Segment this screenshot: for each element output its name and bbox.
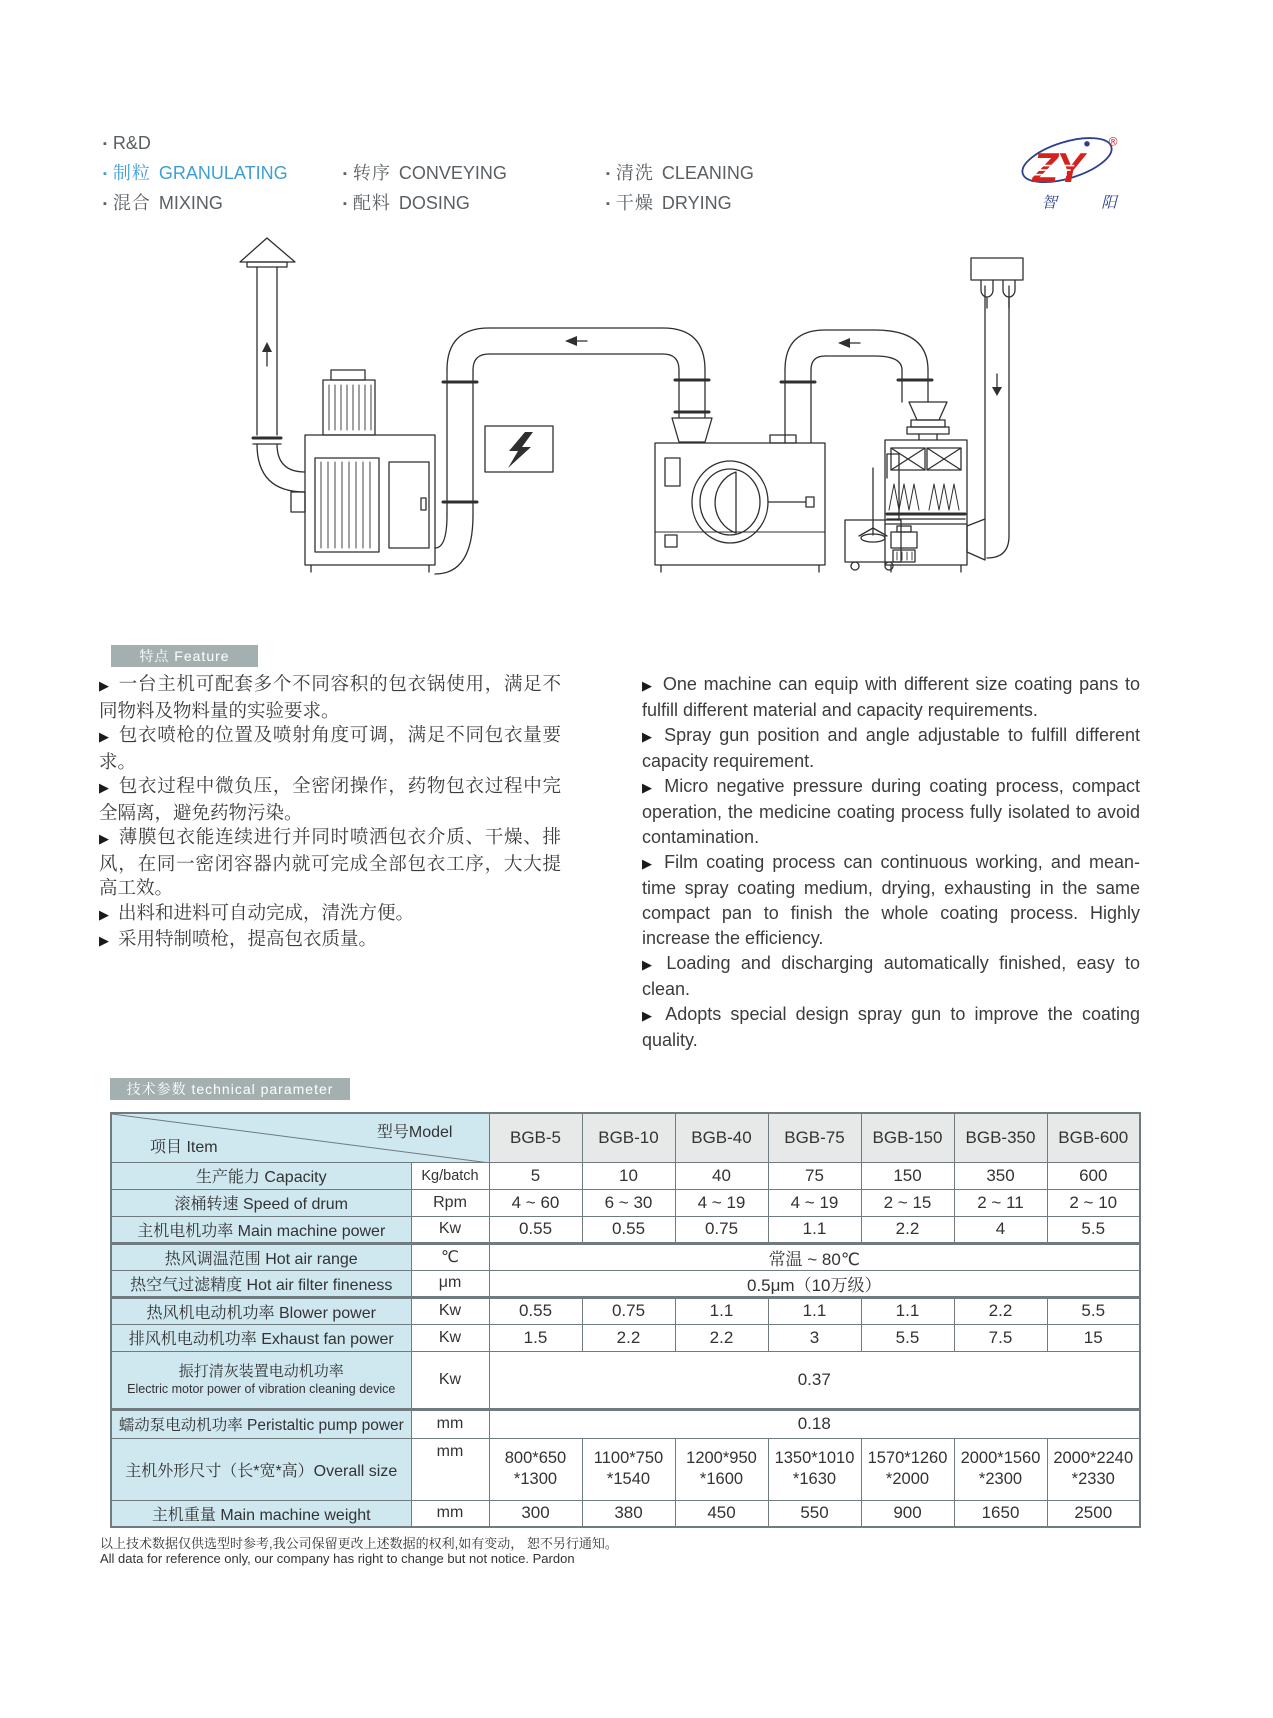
- cell-value: 2 ~ 10: [1047, 1189, 1140, 1216]
- triangle-bullet-icon: ▶: [642, 780, 656, 795]
- brand-logo: [1018, 122, 1136, 214]
- triangle-bullet-icon: ▶: [99, 831, 110, 846]
- cell-value: 2.2: [861, 1216, 954, 1243]
- row-unit: mm: [411, 1409, 489, 1438]
- menu-column-1: [103, 128, 288, 218]
- cell-value: 15: [1047, 1324, 1140, 1351]
- feature-text: 薄膜包衣能连续进行并同时喷洒包衣介质、干燥、排风，在同一密闭容器内就可完成全部包衣工序，大大提高工效。: [99, 826, 561, 898]
- cell-value: 10: [582, 1162, 675, 1189]
- model-header: BGB-5: [489, 1113, 582, 1162]
- cell-value: 1.1: [768, 1216, 861, 1243]
- cell-value: 7.5: [954, 1324, 1047, 1351]
- cell-value: 0.55: [582, 1216, 675, 1243]
- feature-list-english: [642, 672, 1140, 1053]
- row-unit: mm: [411, 1500, 489, 1527]
- model-header: BGB-75: [768, 1113, 861, 1162]
- menu-item-rd: [103, 128, 288, 158]
- triangle-bullet-icon: ▶: [642, 957, 658, 972]
- row-unit: ℃: [411, 1243, 489, 1270]
- feature-item: [642, 951, 1140, 1002]
- row-unit: mm: [411, 1438, 489, 1500]
- feature-item: [642, 672, 1140, 723]
- cell-value: 6 ~ 30: [582, 1189, 675, 1216]
- cell-value: 4: [954, 1216, 1047, 1243]
- feature-text: Spray gun position and angle adjustable to fulfill different capacity requirement.: [642, 725, 1141, 771]
- equipment-line-drawing: [185, 230, 1025, 585]
- cell-span-value: 常温 ~ 80℃: [489, 1243, 1140, 1270]
- cell-value: 1650: [954, 1500, 1047, 1527]
- cell-value: 550: [768, 1500, 861, 1527]
- cell-span-value: 0.5μm（10万级）: [489, 1270, 1140, 1297]
- menu-label-zh: 混合: [112, 193, 151, 213]
- model-header: BGB-350: [954, 1113, 1047, 1162]
- wall-bracket: [971, 258, 1023, 308]
- model-header: BGB-40: [675, 1113, 768, 1162]
- cell-value: 75: [768, 1162, 861, 1189]
- cell-value: 2500: [1047, 1500, 1140, 1527]
- feature-text: 出料和进料可自动完成，清洗方便。: [118, 901, 415, 923]
- row-label-zh: 振打清灰装置电动机功率: [178, 1363, 344, 1380]
- row-unit: Kw: [411, 1351, 489, 1409]
- menu-item-granulating: [103, 158, 288, 188]
- cell-value: 1.1: [675, 1297, 768, 1324]
- cell-value: 4 ~ 19: [675, 1189, 768, 1216]
- cell-value: 3: [768, 1324, 861, 1351]
- parameters-section-title: 技术参数 technical parameter: [110, 1078, 350, 1100]
- cell-value: 2 ~ 15: [861, 1189, 954, 1216]
- table-row-vibration-motor: [111, 1351, 1140, 1409]
- size-line2: *1600: [699, 1470, 744, 1488]
- cell-value: 380: [582, 1500, 675, 1527]
- feature-item: [99, 825, 561, 901]
- logo-chinese-name: 智 阳: [1041, 194, 1136, 212]
- size-line1: 2000*1560: [960, 1449, 1041, 1467]
- size-line1: 800*650: [504, 1449, 567, 1467]
- registered-mark: ®: [1108, 135, 1118, 149]
- table-row-blower-power: [111, 1297, 1140, 1324]
- row-label: 滚桶转速 Speed of drum: [111, 1189, 411, 1216]
- size-line2: *1300: [513, 1470, 558, 1488]
- cell-value: 2 ~ 11: [954, 1189, 1047, 1216]
- cell-value: [489, 1438, 582, 1500]
- duct-arch-a: [435, 328, 712, 574]
- duct-arch-b: [781, 330, 932, 443]
- feature-item: [99, 901, 561, 928]
- row-label: 主机电机功率 Main machine power: [111, 1216, 411, 1243]
- row-unit: Kw: [411, 1324, 489, 1351]
- cell-value: 1.1: [768, 1297, 861, 1324]
- row-unit: μm: [411, 1270, 489, 1297]
- menu-column-3: [606, 128, 754, 218]
- square-bullet-icon: ▪: [343, 198, 347, 210]
- feature-item: [642, 774, 1140, 850]
- table-header-row: [111, 1113, 1140, 1162]
- lightning-icon: [508, 432, 533, 468]
- feature-text: 包衣过程中微负压，全密闭操作，药物包衣过程中完全隔离，避免药物污染。: [99, 775, 561, 823]
- cell-value: 40: [675, 1162, 768, 1189]
- row-unit: Rpm: [411, 1189, 489, 1216]
- row-label: 排风机电动机功率 Exhaust fan power: [111, 1324, 411, 1351]
- feature-text: 包衣喷枪的位置及喷射角度可调，满足不同包衣量要求。: [99, 724, 561, 772]
- cell-value: 0.55: [489, 1297, 582, 1324]
- cell-value: 300: [489, 1500, 582, 1527]
- row-unit: Kw: [411, 1297, 489, 1324]
- cell-value: [582, 1438, 675, 1500]
- table-row-machine-weight: [111, 1500, 1140, 1527]
- triangle-bullet-icon: ▶: [642, 856, 656, 871]
- feature-item: [99, 723, 561, 774]
- model-header: BGB-10: [582, 1113, 675, 1162]
- table-row-overall-size: [111, 1438, 1140, 1500]
- table-row-drum-speed: [111, 1189, 1140, 1216]
- porthole-door: [715, 472, 736, 533]
- menu-label-en: GRANULATING: [158, 163, 288, 183]
- cell-value: [1047, 1438, 1140, 1500]
- menu-label-zh: 转序: [352, 163, 391, 183]
- air-handler-unit: [885, 402, 985, 572]
- cell-value: 1.1: [861, 1297, 954, 1324]
- feature-list-chinese: [99, 672, 561, 954]
- square-bullet-icon: ▪: [103, 198, 107, 210]
- triangle-bullet-icon: ▶: [99, 729, 110, 744]
- triangle-bullet-icon: ▶: [642, 678, 654, 693]
- cell-value: [954, 1438, 1047, 1500]
- corner-cell: [111, 1113, 489, 1162]
- feature-section-title: 特点 Feature: [111, 645, 258, 667]
- cell-value: 900: [861, 1500, 954, 1527]
- footnote-chinese: 以上技术数据仅供选型时参考,我公司保留更改上述数据的权利,如有变动， 恕不另行通知。: [100, 1536, 618, 1551]
- footnote-english: All data for reference only, our company has right to change but not notice. Pardon: [100, 1551, 575, 1566]
- cell-value: 5: [489, 1162, 582, 1189]
- cell-value: 2.2: [582, 1324, 675, 1351]
- feature-item: [642, 723, 1140, 774]
- cell-value: [768, 1438, 861, 1500]
- cell-value: 1.5: [489, 1324, 582, 1351]
- table-row-exhaust-fan-power: [111, 1324, 1140, 1351]
- menu-item-conveying: [343, 158, 507, 188]
- square-bullet-icon: ▪: [343, 168, 347, 180]
- row-label: 主机外形尺寸（长*宽*高）Overall size: [111, 1438, 411, 1500]
- menu-label: R&D: [112, 133, 151, 153]
- menu-item-dosing: [343, 188, 507, 218]
- size-line2: *2330: [1071, 1470, 1115, 1488]
- square-bullet-icon: ▪: [103, 168, 107, 180]
- size-line1: 2000*2240: [1053, 1449, 1134, 1467]
- intake-duct: [985, 286, 1009, 558]
- feature-item: [642, 1002, 1140, 1053]
- triangle-bullet-icon: ▶: [99, 906, 109, 922]
- menu-label-en: MIXING: [158, 193, 223, 213]
- row-label-en: Electric motor power of vibration cleaning device: [127, 1382, 396, 1396]
- footnotes: [100, 1536, 618, 1566]
- menu-item-cleaning: [606, 158, 754, 188]
- table-row-main-power: [111, 1216, 1140, 1243]
- feature-item: [642, 850, 1140, 951]
- exhaust-fan-unit: [291, 370, 435, 572]
- feature-text: 一台主机可配套多个不同容积的包衣锅使用，满足不同物料及物料量的实验要求。: [99, 673, 561, 721]
- cell-value: 350: [954, 1162, 1047, 1189]
- table-row-peristaltic-pump: [111, 1409, 1140, 1438]
- row-unit: Kg/batch: [411, 1162, 489, 1189]
- model-header: BGB-600: [1047, 1113, 1140, 1162]
- model-header: BGB-150: [861, 1113, 954, 1162]
- row-label: 热风机电动机功率 Blower power: [111, 1297, 411, 1324]
- cell-value: 5.5: [861, 1324, 954, 1351]
- size-line1: 1570*1260: [867, 1449, 948, 1467]
- corner-model-label: 型号Model: [376, 1124, 453, 1141]
- square-bullet-icon: ▪: [606, 168, 610, 180]
- logo-orbit-dot: [1084, 141, 1089, 146]
- size-line2: *1630: [792, 1470, 837, 1488]
- power-box: [485, 426, 553, 472]
- menu-label-zh: 清洗: [615, 163, 654, 183]
- triangle-bullet-icon: ▶: [99, 678, 110, 693]
- table-row-hot-air-range: [111, 1243, 1140, 1270]
- row-label: 主机重量 Main machine weight: [111, 1500, 411, 1527]
- triangle-bullet-icon: ▶: [642, 729, 656, 744]
- cell-value: 4 ~ 19: [768, 1189, 861, 1216]
- size-line1: 1350*1010: [774, 1449, 855, 1467]
- logo-text: ZY: [1032, 143, 1083, 191]
- cell-value: 150: [861, 1162, 954, 1189]
- menu-label-zh: 干燥: [615, 193, 654, 213]
- feature-text: Film coating process can continuous working, and mean-time spray coating medium, drying, exhausting in the same compact pan to finish the whole coating process. Highly increase the efficiency.: [642, 852, 1140, 948]
- menu-label-en: CONVEYING: [398, 163, 507, 183]
- coating-machine: [655, 435, 825, 572]
- feature-text: Micro negative pressure during coating process, compact operation, the medicine coating process fully isolated to avoid contamination.: [642, 776, 1140, 847]
- row-label: 热空气过滤精度 Hot air filter fineness: [111, 1270, 411, 1297]
- feature-item: [99, 672, 561, 723]
- size-line1: 1100*750: [593, 1449, 664, 1467]
- cell-value: 4 ~ 60: [489, 1189, 582, 1216]
- cell-value: 0.55: [489, 1216, 582, 1243]
- menu-label-zh: 制粒: [112, 163, 151, 183]
- menu-label-en: DRYING: [661, 193, 732, 213]
- menu-item-mixing: [103, 188, 288, 218]
- menu-label-zh: 配料: [352, 193, 391, 213]
- menu-item-drying: [606, 188, 754, 218]
- square-bullet-icon: ▪: [103, 138, 107, 150]
- cell-value: 5.5: [1047, 1297, 1140, 1324]
- parameters-table: [110, 1112, 1141, 1528]
- cell-value: 600: [1047, 1162, 1140, 1189]
- table-row-filter-fineness: [111, 1270, 1140, 1297]
- feature-text: 采用特制喷枪，提高包衣质量。: [118, 928, 378, 949]
- exhaust-stack: [240, 238, 305, 492]
- cell-value: 0.75: [582, 1297, 675, 1324]
- square-bullet-icon: ▪: [606, 198, 610, 210]
- size-line2: *1540: [606, 1470, 651, 1488]
- feature-item: [99, 927, 561, 954]
- feature-item: [99, 774, 561, 825]
- feature-text: Loading and discharging automatically finished, easy to clean.: [642, 953, 1141, 999]
- cell-value: 5.5: [1047, 1216, 1140, 1243]
- cell-value: [861, 1438, 954, 1500]
- feature-text: One machine can equip with different size coating pans to fulfill different material and capacity requirements.: [642, 674, 1141, 720]
- cell-value: 0.75: [675, 1216, 768, 1243]
- size-line2: *2000: [885, 1470, 930, 1488]
- triangle-bullet-icon: ▶: [642, 1008, 657, 1023]
- size-line1: 1200*950: [686, 1449, 757, 1467]
- table-row-capacity: [111, 1162, 1140, 1189]
- cell-span-value: 0.18: [489, 1409, 1140, 1438]
- cell-value: 2.2: [954, 1297, 1047, 1324]
- cell-value: [675, 1438, 768, 1500]
- row-label: 热风调温范围 Hot air range: [111, 1243, 411, 1270]
- cell-value: 450: [675, 1500, 768, 1527]
- size-line2: *2300: [978, 1470, 1023, 1488]
- menu-label-en: DOSING: [398, 193, 470, 213]
- triangle-bullet-icon: ▶: [99, 780, 110, 795]
- feature-text: Adopts special design spray gun to improve the coating quality.: [642, 1004, 1141, 1050]
- row-label: 生产能力 Capacity: [111, 1162, 411, 1189]
- row-label: [111, 1351, 411, 1409]
- row-unit: Kw: [411, 1216, 489, 1243]
- cell-span-value: 0.37: [489, 1351, 1140, 1409]
- cell-value: 2.2: [675, 1324, 768, 1351]
- menu-label-en: CLEANING: [661, 163, 754, 183]
- corner-item-label: 项目 Item: [150, 1138, 218, 1156]
- triangle-bullet-icon: ▶: [99, 933, 109, 948]
- row-label: 蠕动泵电动机功率 Peristaltic pump power: [111, 1409, 411, 1438]
- menu-column-2: [343, 128, 507, 218]
